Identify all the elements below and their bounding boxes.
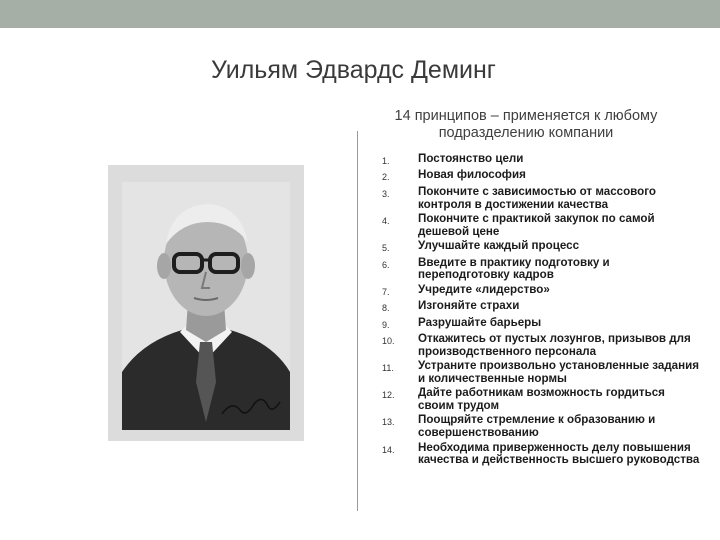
item-number: 4. bbox=[382, 215, 390, 226]
list-item bbox=[382, 257, 702, 283]
item-text: Улучшайте каждый процесс bbox=[418, 239, 580, 253]
list-item bbox=[382, 169, 702, 184]
list-item bbox=[382, 300, 702, 315]
list-item bbox=[382, 442, 702, 468]
slide-subtitle: 14 принципов – применяется к любому подразделению компании bbox=[394, 108, 658, 141]
principles-list bbox=[382, 153, 702, 469]
item-text: Изгоняйте страхи bbox=[418, 299, 520, 313]
item-text: Откажитесь от пустых лозунгов, призывов для производственного персонала bbox=[418, 331, 691, 358]
item-text: Новая философия bbox=[418, 168, 526, 182]
item-text: Поощряйте стремление к образованию и совершенствованию bbox=[418, 413, 656, 440]
list-item bbox=[382, 284, 702, 299]
item-number: 11. bbox=[382, 363, 394, 374]
item-number: 8. bbox=[382, 303, 390, 314]
item-text: Покончите с зависимостью от массового контроля в достижении качества bbox=[418, 184, 656, 211]
top-decorative-band bbox=[0, 0, 720, 28]
list-item bbox=[382, 240, 702, 255]
item-number: 6. bbox=[382, 259, 390, 270]
item-number: 12. bbox=[382, 390, 395, 401]
list-item bbox=[382, 317, 702, 332]
list-item bbox=[382, 213, 702, 239]
portrait-photo bbox=[122, 182, 290, 430]
list-item bbox=[382, 387, 702, 413]
item-number: 10. bbox=[382, 335, 395, 346]
item-text: Учредите «лидерство» bbox=[418, 282, 550, 296]
vertical-divider bbox=[357, 131, 358, 511]
list-item bbox=[382, 153, 702, 168]
item-number: 1. bbox=[382, 156, 390, 166]
item-text: Постоянство цели bbox=[418, 152, 524, 165]
list-item bbox=[382, 360, 702, 386]
item-number: 7. bbox=[382, 286, 390, 297]
item-text: Необходима приверженность делу повышения качества и действенность высшего руководства bbox=[418, 440, 700, 467]
item-number: 13. bbox=[382, 417, 395, 428]
item-number: 3. bbox=[382, 188, 390, 199]
item-number: 9. bbox=[382, 319, 390, 330]
item-number: 2. bbox=[382, 172, 390, 183]
list-item bbox=[382, 333, 702, 359]
item-text: Разрушайте барьеры bbox=[418, 315, 542, 329]
list-item bbox=[382, 186, 702, 212]
item-text: Устраните произвольно установленные задания и количественные нормы bbox=[418, 359, 700, 385]
slide-title: Уильям Эдвардс Деминг bbox=[211, 56, 496, 84]
list-item bbox=[382, 414, 702, 440]
item-number: 5. bbox=[382, 243, 390, 254]
item-number: 14. bbox=[382, 444, 395, 455]
item-text: Дайте работникам возможность гордиться своим трудом bbox=[418, 386, 665, 413]
item-text: Введите в практику подготовку и переподготовку кадров bbox=[418, 255, 610, 282]
item-text: Покончите с практикой закупок по самой дешевой цене bbox=[418, 211, 655, 238]
